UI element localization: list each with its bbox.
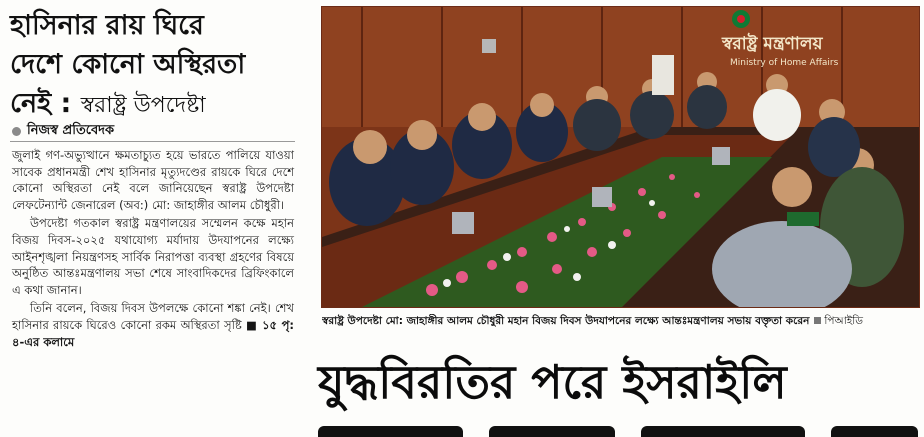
photo-caption (322, 314, 920, 331)
paragraph-2: উপদেষ্টা গতকাল স্বরাষ্ট্র মন্ত্রণালয়ের সম্মেলন কক্ষে মহান বিজয় দিবস-২০২৫ যথাযোগ্য মর্যাদায় উদযাপনের লক্ষ্যে আইনশৃঙ্খলা নিয়ন্ত্রণসহ সার্বিক নিরাপত্তা ব্যবস্থা গ্রহণের বিষয়ে অনুষ্ঠিত আন্তঃমন্ত্রণালয় সভা শেষে সাংবাদিকদের ব্রিফিংকালে এ কথা জানান। (12, 216, 294, 297)
news-photo (321, 6, 920, 308)
cut-off-headline-line (318, 416, 918, 437)
article-headline (10, 6, 295, 125)
byline (12, 121, 114, 142)
sign-english: Ministry of Home Affairs (730, 58, 839, 68)
divider (10, 141, 295, 142)
meeting-photo-image (322, 7, 919, 307)
paragraph-3-text: তিনি বলেন, বিজয় দিবস উপলক্ষে কোনো শঙ্কা নেই। শেখ হাসিনার রায়কে ঘিরেও কোনো রকম অস্থিরতা সৃষ্টি (12, 301, 294, 332)
second-story-headline: যুদ্ধবিরতির পরে ইসরাইলি (318, 355, 787, 409)
separator-square-icon (814, 317, 821, 324)
headline-line-2: দেশে কোনো অস্থিরতা (10, 49, 246, 80)
headline-line-3-main: নেই : (10, 88, 72, 119)
paragraph-1: জুলাই গণ-অভ্যুত্থানে ক্ষমতাচ্যুত হয়ে ভারতে পালিয়ে যাওয়া সাবেক প্রধানমন্ত্রী শেখ হাসিনার মৃত্যুদণ্ডের রায়কে ঘিরে দেশে কোনো অস্থিরতা নেই বলে জানিয়েছেন স্বরাষ্ট্র উপদেষ্টা লেফটেন্যান্ট জেনারেল (অব:) মো: জাহাঙ্গীর আলম চৌধুরী। (12, 148, 294, 212)
headline-line-3 (10, 84, 295, 125)
headline-subtitle: স্বরাষ্ট্র উপদেষ্টা (80, 93, 206, 118)
headline-line-1: হাসিনার রায় ঘিরে (10, 10, 204, 41)
paragraph-3 (12, 300, 294, 350)
bullet-icon (12, 127, 21, 136)
byline-text: নিজস্ব প্রতিবেদক (27, 123, 115, 138)
article-body (12, 147, 294, 352)
caption-text: স্বরাষ্ট্র উপদেষ্টা মো: জাহাঙ্গীর আলম চৌধুরী মহান বিজয় দিবস উদযাপনের লক্ষ্যে আন্তঃমন্ত্রণালয় সভায় বক্তৃতা করেন (322, 315, 810, 327)
photo-credit: পিআইডি (824, 315, 863, 327)
continuation-note: ■ ১৫ পৃ: ৪-এর কলামে (12, 317, 295, 349)
article-column (0, 0, 300, 437)
sign-bangla: স্বরাষ্ট্র মন্ত্রণালয় (722, 34, 823, 54)
